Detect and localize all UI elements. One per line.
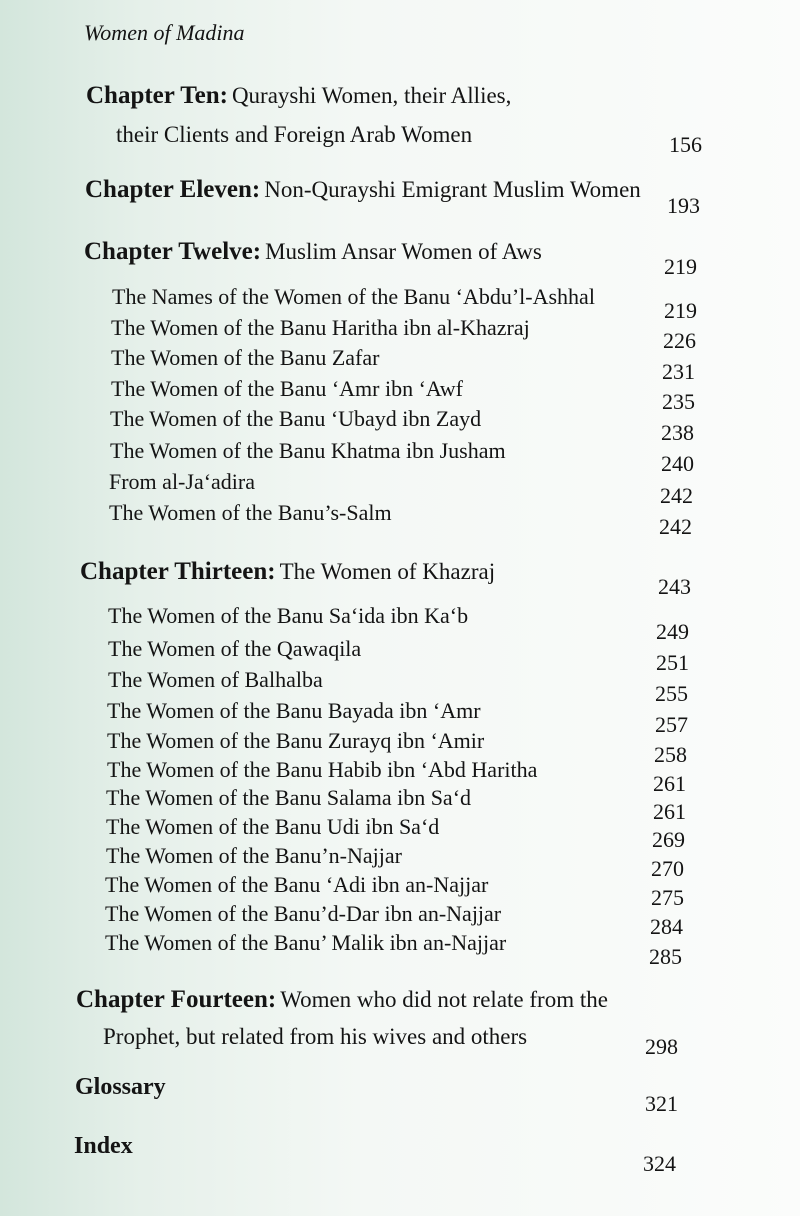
page-number: 257 bbox=[655, 712, 688, 737]
page-number: 269 bbox=[652, 827, 685, 852]
running-head: Women of Madina bbox=[84, 20, 245, 45]
page-number: 240 bbox=[661, 451, 694, 476]
chapter-entry bbox=[86, 82, 511, 110]
section-title: The Women of the Banu ‘Ubayd ibn Zayd bbox=[110, 406, 482, 431]
page-number: 321 bbox=[645, 1091, 678, 1116]
section-title: The Women of the Banu Udi ibn Sa‘d bbox=[106, 814, 440, 839]
section-title: The Women of the Banu ‘Amr ibn ‘Awf bbox=[111, 376, 463, 401]
page-number: 243 bbox=[658, 574, 691, 599]
glossary-title: Glossary bbox=[75, 1074, 166, 1100]
section-title: The Women of the Banu Salama ibn Sa‘d bbox=[106, 785, 472, 810]
chapter-entry bbox=[80, 558, 495, 586]
section-title: The Women of the Banu ‘Adi ibn an-Najjar bbox=[105, 872, 489, 897]
page-number: 219 bbox=[664, 298, 697, 323]
chapter-subtitle: Muslim Ansar Women of Aws bbox=[265, 239, 542, 264]
section-title: The Women of the Banu Haritha ibn al-Khazraj bbox=[111, 315, 530, 340]
page-number: 226 bbox=[663, 328, 696, 353]
chapter-title: Chapter Fourteen: bbox=[76, 986, 277, 1013]
chapter-subtitle: Non-Qurayshi Emigrant Muslim Women bbox=[264, 177, 641, 202]
page-number: 324 bbox=[643, 1151, 676, 1176]
chapter-entry bbox=[84, 238, 542, 266]
page-number: 298 bbox=[645, 1034, 678, 1059]
section-title: The Women of the Banu Bayada ibn ‘Amr bbox=[107, 698, 481, 723]
chapter-subtitle: Women who did not relate from the bbox=[280, 987, 608, 1012]
page-number: 285 bbox=[649, 944, 682, 969]
page-number: 255 bbox=[655, 681, 688, 706]
chapter-title: Chapter Thirteen: bbox=[80, 558, 276, 585]
page-number: 235 bbox=[662, 389, 695, 414]
page-number: 242 bbox=[660, 483, 693, 508]
page-number: 231 bbox=[662, 359, 695, 384]
section-title: The Women of the Banu Zurayq ibn ‘Amir bbox=[107, 728, 485, 753]
chapter-title: Chapter Twelve: bbox=[84, 238, 262, 265]
section-title: The Names of the Women of the Banu ‘Abdu’l-Ashhal bbox=[112, 284, 595, 309]
section-title: The Women of the Banu Zafar bbox=[111, 345, 380, 370]
page-number: 275 bbox=[651, 885, 684, 910]
section-title: The Women of the Banu Khatma ibn Jusham bbox=[110, 438, 506, 463]
page-number: 284 bbox=[650, 914, 683, 939]
page-number: 249 bbox=[656, 619, 689, 644]
page-number: 156 bbox=[669, 132, 702, 157]
page-number: 261 bbox=[653, 799, 686, 824]
chapter-subtitle-continued: their Clients and Foreign Arab Women bbox=[116, 122, 473, 147]
index-title: Index bbox=[74, 1133, 133, 1159]
page-number: 258 bbox=[654, 742, 687, 767]
page-number: 193 bbox=[667, 193, 700, 218]
section-title: The Women of the Banu’n-Najjar bbox=[106, 843, 402, 868]
page-number: 219 bbox=[664, 254, 697, 279]
chapter-subtitle: The Women of Khazraj bbox=[279, 559, 496, 584]
chapter-entry bbox=[85, 176, 641, 204]
section-title: The Women of Balhalba bbox=[108, 667, 323, 692]
section-title: The Women of the Qawaqila bbox=[108, 636, 362, 661]
section-title: The Women of the Banu’d-Dar ibn an-Najjar bbox=[105, 901, 502, 926]
page-number: 238 bbox=[661, 420, 694, 445]
chapter-entry bbox=[76, 986, 608, 1014]
page-number: 242 bbox=[659, 514, 692, 539]
section-title: The Women of the Banu’s-Salm bbox=[109, 500, 392, 525]
chapter-subtitle-continued: Prophet, but related from his wives and others bbox=[103, 1024, 528, 1049]
chapter-title: Chapter Ten: bbox=[86, 82, 228, 109]
page-number: 261 bbox=[653, 771, 686, 796]
section-title: The Women of the Banu Sa‘ida ibn Ka‘b bbox=[108, 603, 469, 628]
section-title: The Women of the Banu Habib ibn ‘Abd Haritha bbox=[107, 757, 538, 782]
chapter-title: Chapter Eleven: bbox=[85, 176, 261, 203]
section-title: The Women of the Banu’ Malik ibn an-Najjar bbox=[105, 930, 507, 955]
section-title: From al-Ja‘adira bbox=[109, 469, 255, 494]
page-number: 251 bbox=[656, 650, 689, 675]
page-number: 270 bbox=[651, 856, 684, 881]
chapter-subtitle: Qurayshi Women, their Allies, bbox=[231, 83, 512, 108]
